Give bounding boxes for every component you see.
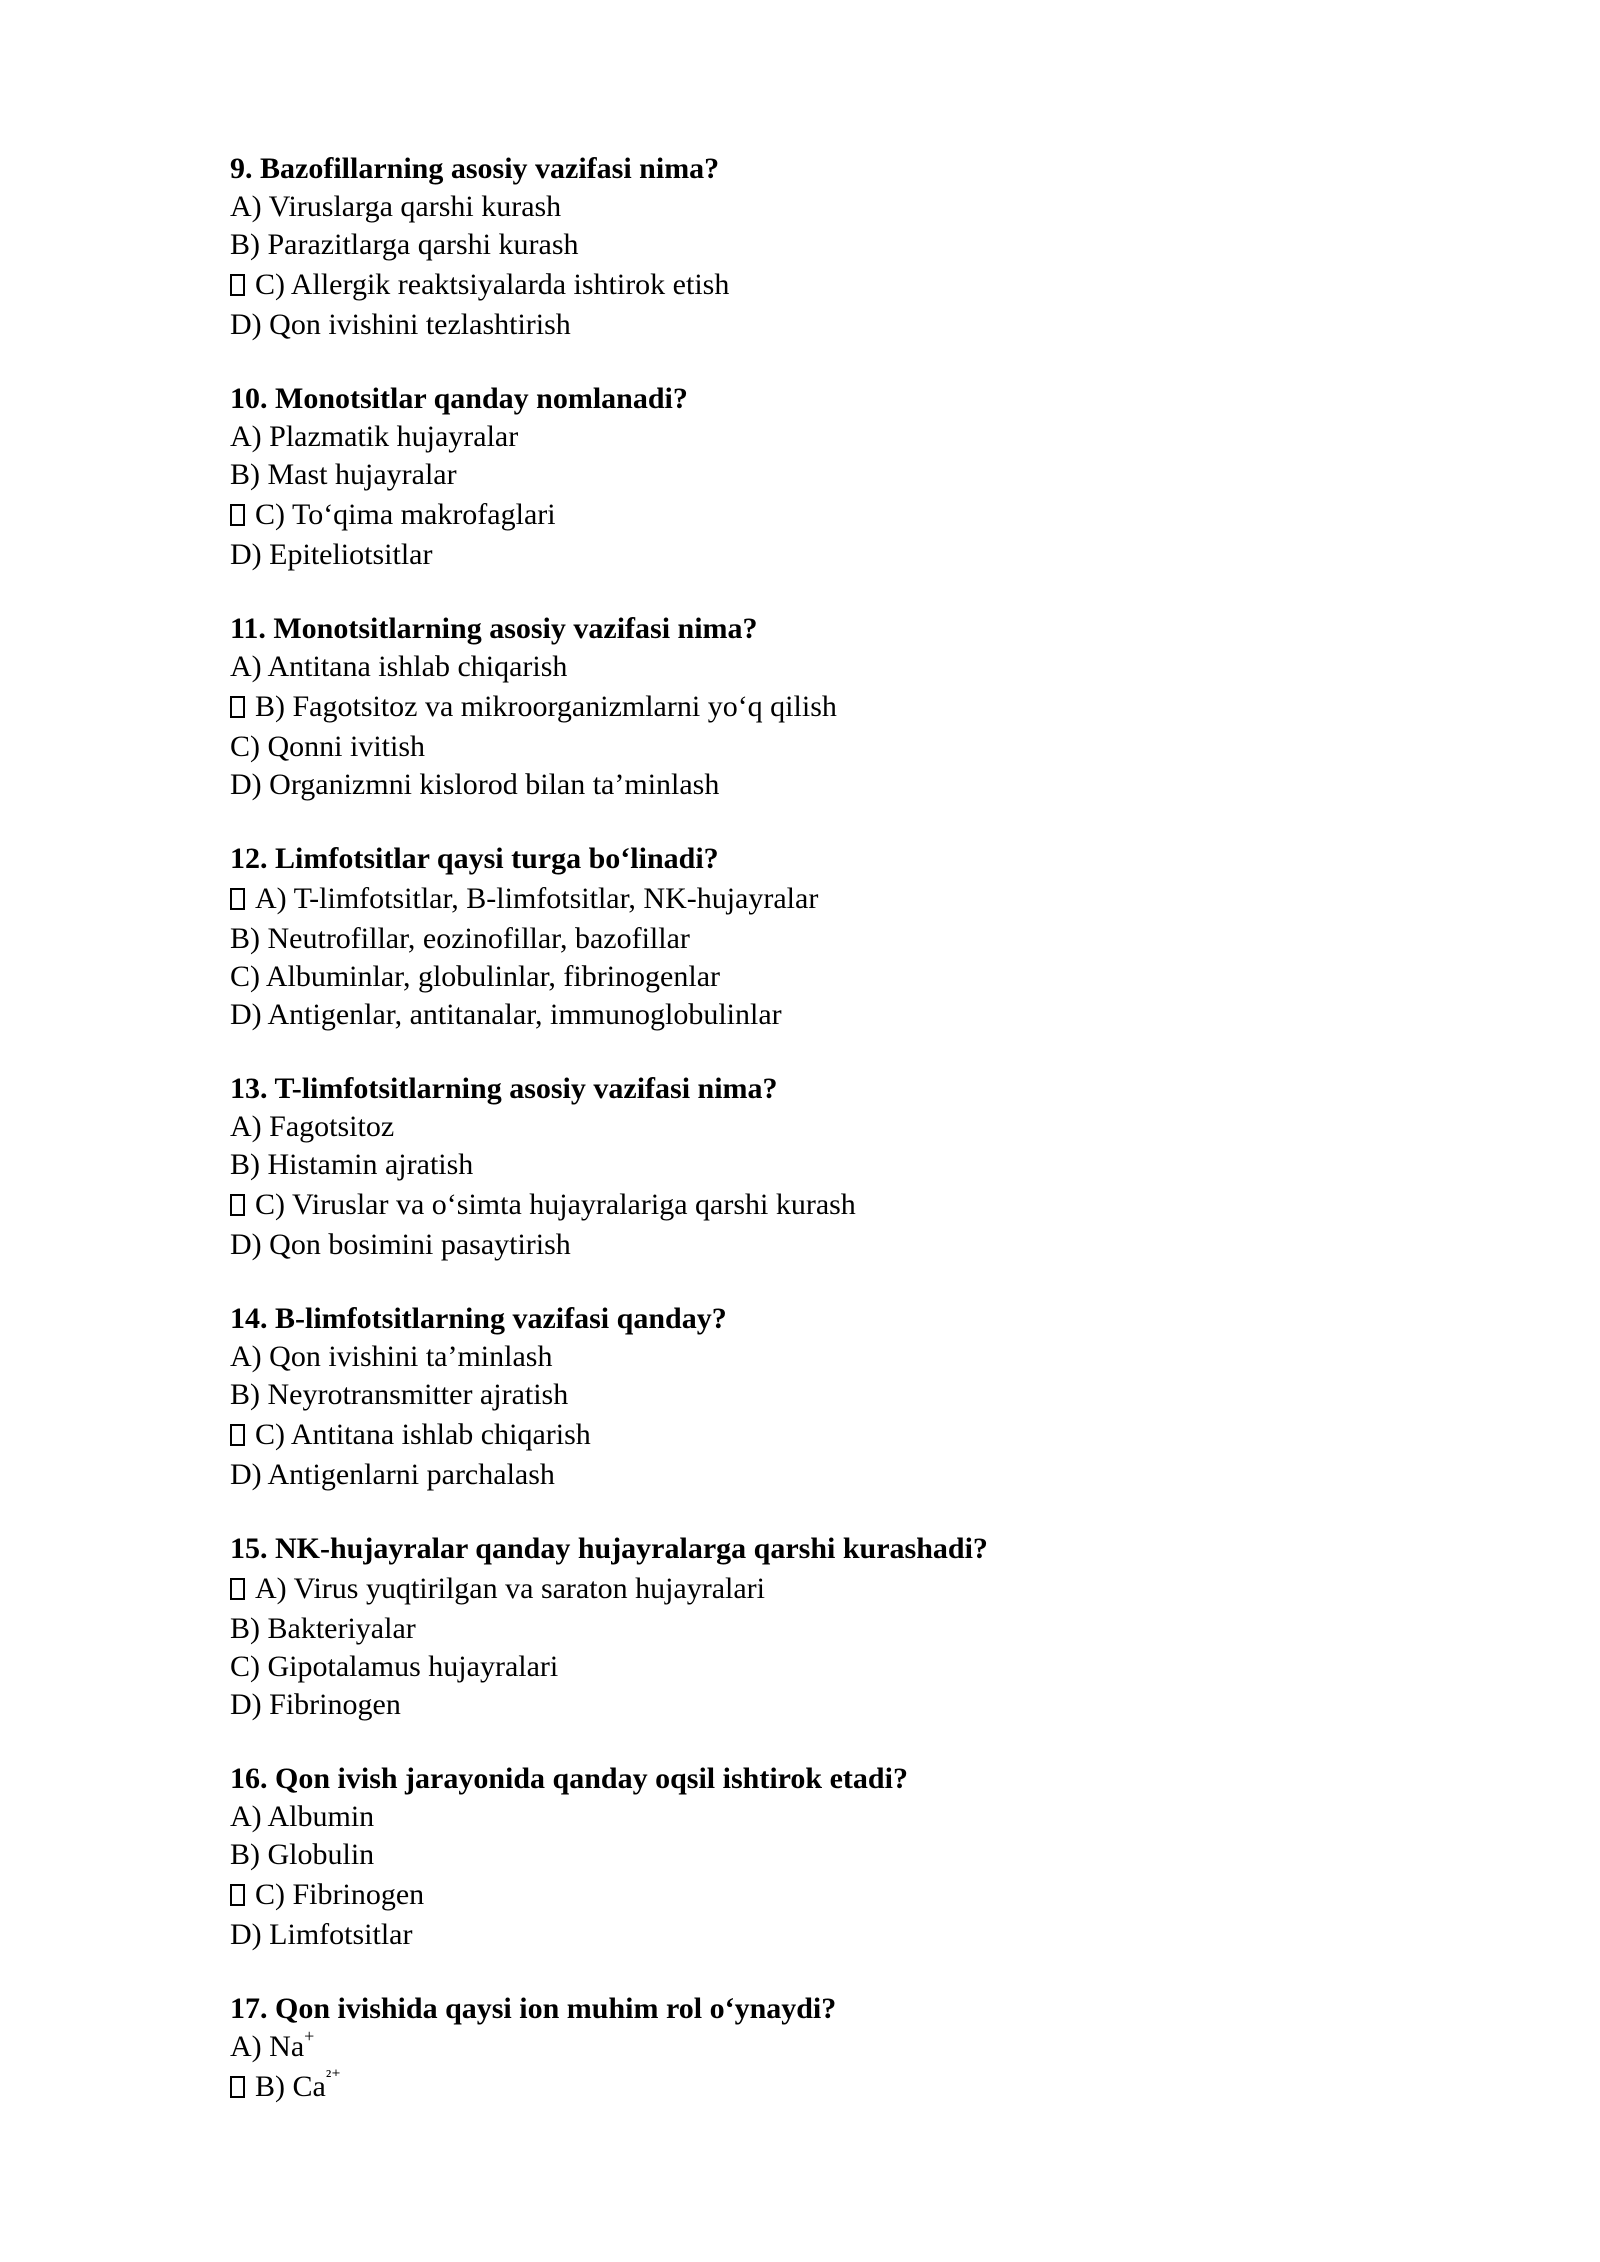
answer-option-text: A) Antitana ishlab chiqarish xyxy=(230,650,568,683)
answer-option-text: B) Parazitlarga qarshi kurash xyxy=(230,228,579,261)
answer-option xyxy=(230,648,1430,686)
answer-option-text: D) Organizmni kislorod bilan ta’minlash xyxy=(230,768,720,801)
answer-option-correct xyxy=(230,1184,1430,1226)
answer-option-text: D) Fibrinogen xyxy=(230,1688,401,1721)
answer-option xyxy=(230,536,1430,574)
answer-option-text: B) Neyrotransmitter ajratish xyxy=(230,1378,569,1411)
answer-option-text: A) Viruslarga qarshi kurash xyxy=(230,190,562,223)
answer-option xyxy=(230,1610,1430,1648)
answer-option-text: B) Histamin ajratish xyxy=(230,1148,474,1181)
correct-answer-marker-icon xyxy=(230,696,245,718)
answer-option-text: B) Bakteriyalar xyxy=(230,1612,416,1645)
answer-option-text: D) Antigenlarni parchalash xyxy=(230,1458,555,1491)
correct-answer-marker-icon xyxy=(230,504,245,526)
answer-option xyxy=(230,728,1430,766)
answer-option-correct xyxy=(230,878,1430,920)
question-block xyxy=(230,1530,1430,1724)
answer-option-text: D) Antigenlar, antitanalar, immunoglobulinlar xyxy=(230,998,782,1031)
answer-option-correct xyxy=(230,2066,1430,2108)
answer-option-text: B) Neutrofillar, eozinofillar, bazofillar xyxy=(230,922,690,955)
answer-option xyxy=(230,1226,1430,1264)
answer-option xyxy=(230,920,1430,958)
answer-option xyxy=(230,958,1430,996)
answer-option xyxy=(230,226,1430,264)
answer-option-correct xyxy=(230,494,1430,536)
answer-option-text: B) Ca xyxy=(255,2070,326,2103)
answer-option-text: D) Qon bosimini pasaytirish xyxy=(230,1228,571,1261)
answer-option xyxy=(230,456,1430,494)
answer-option-correct xyxy=(230,264,1430,306)
correct-answer-marker-icon xyxy=(230,2076,245,2098)
answer-option-text: A) Virus yuqtirilgan va saraton hujayralari xyxy=(255,1572,765,1605)
question-block xyxy=(230,1070,1430,1264)
answer-option xyxy=(230,1338,1430,1376)
answer-option xyxy=(230,1146,1430,1184)
answer-option-text: B) Mast hujayralar xyxy=(230,458,457,491)
document-page xyxy=(230,150,1430,2144)
answer-option xyxy=(230,1798,1430,1836)
question-block xyxy=(230,1300,1430,1494)
answer-option xyxy=(230,1916,1430,1954)
answer-option-correct xyxy=(230,1874,1430,1916)
answer-option-text: C) Viruslar va o‘simta hujayralariga qarshi kurash xyxy=(255,1188,856,1221)
question-title: 17. Qon ivishida qaysi ion muhim rol o‘ynaydi? xyxy=(230,1992,837,2025)
answer-option xyxy=(230,1376,1430,1414)
answer-option-text: D) Epiteliotsitlar xyxy=(230,538,433,571)
answer-option-correct xyxy=(230,686,1430,728)
answer-option-text: C) Gipotalamus hujayralari xyxy=(230,1650,559,1683)
answer-option xyxy=(230,1648,1430,1686)
answer-option-correct xyxy=(230,1568,1430,1610)
answer-option-text: B) Globulin xyxy=(230,1838,375,1871)
question-block xyxy=(230,380,1430,574)
answer-option-text: A) Plazmatik hujayralar xyxy=(230,420,519,453)
question-title: 12. Limfotsitlar qaysi turga bo‘linadi? xyxy=(230,842,719,875)
answer-option-text: B) Fagotsitoz va mikroorganizmlarni yo‘q qilish xyxy=(255,690,837,723)
answer-option xyxy=(230,2028,1430,2066)
answer-option-text: A) Fagotsitoz xyxy=(230,1110,395,1143)
answer-option-text: C) To‘qima makrofaglari xyxy=(255,498,556,531)
question-title: 15. NK-hujayralar qanday hujayralarga qarshi kurashadi? xyxy=(230,1532,988,1565)
answer-option-text: C) Antitana ishlab chiqarish xyxy=(255,1418,591,1451)
answer-option xyxy=(230,1108,1430,1146)
question-title: 16. Qon ivish jarayonida qanday oqsil ishtirok etadi? xyxy=(230,1762,908,1795)
answer-option xyxy=(230,306,1430,344)
answer-option xyxy=(230,766,1430,804)
question-block xyxy=(230,840,1430,1034)
question-title: 11. Monotsitlarning asosiy vazifasi nima? xyxy=(230,612,758,645)
ion-charge-superscript: ²⁺ xyxy=(325,2066,341,2086)
question-title: 13. T-limfotsitlarning asosiy vazifasi nima? xyxy=(230,1072,778,1105)
question-title: 9. Bazofillarning asosiy vazifasi nima? xyxy=(230,152,720,185)
answer-option-text: C) Albuminlar, globulinlar, fibrinogenlar xyxy=(230,960,721,993)
answer-option-text: C) Qonni ivitish xyxy=(230,730,426,763)
answer-option xyxy=(230,1836,1430,1874)
correct-answer-marker-icon xyxy=(230,888,245,910)
answer-option xyxy=(230,188,1430,226)
answer-option-text: C) Fibrinogen xyxy=(255,1878,425,1911)
correct-answer-marker-icon xyxy=(230,1884,245,1906)
question-block xyxy=(230,1760,1430,1954)
answer-option-text: A) T-limfotsitlar, B-limfotsitlar, NK-hujayralar xyxy=(255,882,819,915)
question-block xyxy=(230,1990,1430,2108)
question-title: 14. B-limfotsitlarning vazifasi qanday? xyxy=(230,1302,727,1335)
question-block xyxy=(230,150,1430,344)
correct-answer-marker-icon xyxy=(230,1578,245,1600)
answer-option-text: A) Albumin xyxy=(230,1800,375,1833)
answer-option xyxy=(230,1456,1430,1494)
answer-option-text: C) Allergik reaktsiyalarda ishtirok etish xyxy=(255,268,730,301)
answer-option-correct xyxy=(230,1414,1430,1456)
answer-option-text: A) Qon ivishini ta’minlash xyxy=(230,1340,553,1373)
answer-option-text: D) Limfotsitlar xyxy=(230,1918,413,1951)
answer-option xyxy=(230,996,1430,1034)
ion-charge-superscript: + xyxy=(304,2026,315,2046)
answer-option-text: D) Qon ivishini tezlashtirish xyxy=(230,308,571,341)
answer-option-text: A) Na xyxy=(230,2030,305,2063)
answer-option xyxy=(230,1686,1430,1724)
answer-option xyxy=(230,418,1430,456)
question-block xyxy=(230,610,1430,804)
correct-answer-marker-icon xyxy=(230,274,245,296)
correct-answer-marker-icon xyxy=(230,1194,245,1216)
correct-answer-marker-icon xyxy=(230,1424,245,1446)
question-title: 10. Monotsitlar qanday nomlanadi? xyxy=(230,382,688,415)
